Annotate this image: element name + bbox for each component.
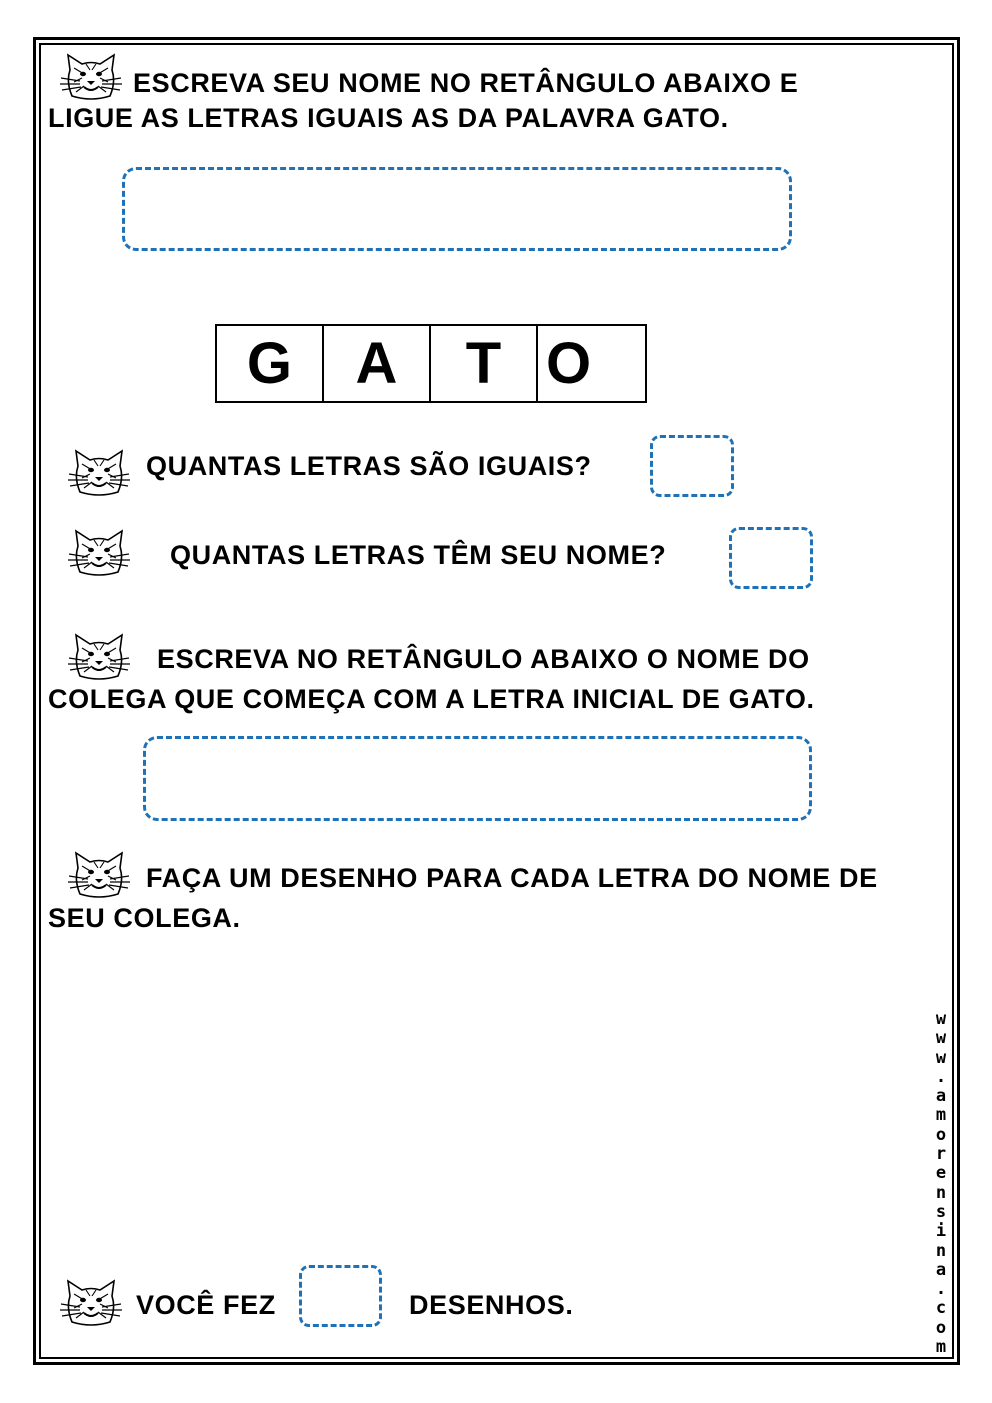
- website-char: .: [935, 1066, 947, 1087]
- website-char: n: [935, 1240, 947, 1261]
- word-gato-boxes: [215, 324, 647, 403]
- letter-box: A: [324, 326, 431, 401]
- website-char: m: [935, 1105, 947, 1126]
- cat-face-icon: [68, 632, 130, 682]
- website-char: c: [935, 1298, 947, 1319]
- colleague-name-input-box[interactable]: [143, 736, 812, 821]
- website-char: o: [935, 1317, 947, 1338]
- question-equal-letters: QUANTAS LETRAS SÃO IGUAIS?: [146, 451, 592, 481]
- instruction-5-line-1: FAÇA UM DESENHO PARA CADA LETRA DO NOME DE: [146, 863, 878, 893]
- website-char: i: [935, 1221, 947, 1242]
- website-char: w: [935, 1009, 947, 1029]
- name-input-box[interactable]: [122, 167, 792, 251]
- instruction-1-line-1: ESCREVA SEU NOME NO RETÂNGULO ABAIXO E: [133, 68, 799, 98]
- website-char: w: [935, 1028, 947, 1049]
- cat-face-icon: [68, 850, 130, 900]
- website-char: a: [935, 1086, 947, 1107]
- instruction-1-line-2: LIGUE AS LETRAS IGUAIS AS DA PALAVRA GATO.: [48, 103, 729, 133]
- website-char: e: [935, 1163, 947, 1184]
- website-char: n: [935, 1182, 947, 1203]
- letter-box: O: [545, 331, 592, 396]
- name-letters-answer-box[interactable]: [729, 527, 813, 589]
- cat-face-icon: [60, 1278, 122, 1328]
- drawings-count-prefix: VOCÊ FEZ: [136, 1290, 276, 1320]
- drawing-area[interactable]: [48, 945, 908, 1255]
- instruction-4-line-1: ESCREVA NO RETÂNGULO ABAIXO O NOME DO: [157, 644, 810, 674]
- website-char: r: [935, 1144, 947, 1165]
- website-char: m: [935, 1337, 947, 1358]
- cat-face-icon: [68, 528, 130, 578]
- instruction-4-line-2: COLEGA QUE COMEÇA COM A LETRA INICIAL DE GATO.: [48, 684, 815, 714]
- letter-box: T: [431, 326, 538, 401]
- drawings-count-answer-box[interactable]: [299, 1265, 382, 1327]
- instruction-5-line-2: SEU COLEGA.: [48, 903, 241, 933]
- website-credit: [930, 1010, 952, 1357]
- drawings-count-suffix: DESENHOS.: [409, 1290, 574, 1320]
- website-char: a: [935, 1259, 947, 1280]
- website-char: w: [935, 1047, 947, 1068]
- equal-letters-answer-box[interactable]: [650, 435, 734, 497]
- website-char: o: [935, 1124, 947, 1145]
- cat-face-icon: [68, 448, 130, 498]
- website-char: s: [935, 1201, 947, 1222]
- cat-face-icon: [60, 52, 122, 102]
- website-char: .: [935, 1279, 947, 1300]
- letter-box: G: [217, 326, 324, 401]
- question-name-letters: QUANTAS LETRAS TÊM SEU NOME?: [170, 540, 667, 570]
